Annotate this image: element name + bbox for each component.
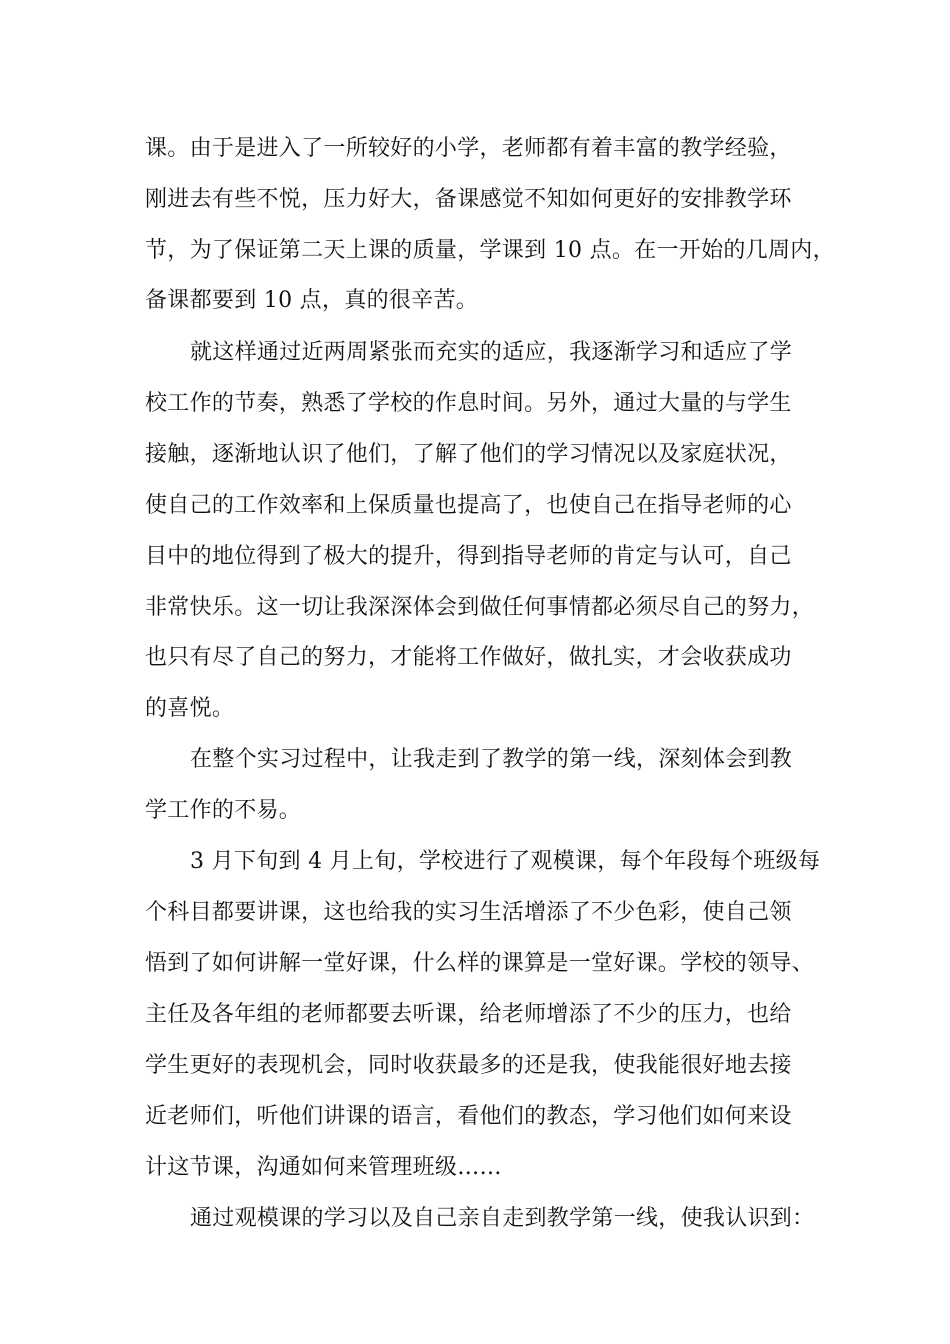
text-line-22: 通过观模课的学习以及自己亲自走到教学第一线，使我认识到： bbox=[190, 1206, 815, 1231]
text-line-7: 接触，逐渐地认识了他们，了解了他们的学习情况以及家庭状况， bbox=[145, 442, 792, 467]
text-line-8: 使自己的工作效率和上保质量也提高了，也使自己在指导老师的心 bbox=[145, 493, 792, 518]
text-line-18: 主任及各年组的老师都要去听课，给老师增添了不少的压力，也给 bbox=[145, 1002, 792, 1027]
text-line-1: 课。由于是进入了一所较好的小学，老师都有着丰富的教学经验， bbox=[145, 136, 792, 161]
text-line-16: 个科目都要讲课，这也给我的实习生活增添了不少色彩，使自己领 bbox=[145, 900, 792, 925]
text-line-2: 刚进去有些不悦，压力好大，备课感觉不知如何更好的安排教学环 bbox=[145, 187, 792, 212]
text-line-6: 校工作的节奏，熟悉了学校的作息时间。另外，通过大量的与学生 bbox=[145, 391, 792, 416]
text-line-19: 学生更好的表现机会，同时收获最多的还是我，使我能很好地去接 bbox=[145, 1053, 792, 1078]
text-line-4: 备课都要到 10 点，真的很辛苦。 bbox=[145, 288, 479, 313]
text-line-9: 目中的地位得到了极大的提升，得到指导老师的肯定与认可，自己 bbox=[145, 544, 792, 569]
text-line-20: 近老师们，听他们讲课的语言，看他们的教态，学习他们如何来设 bbox=[145, 1104, 792, 1129]
text-line-10: 非常快乐。这一切让我深深体会到做任何事情都必须尽自己的努力， bbox=[145, 595, 815, 620]
text-line-11: 也只有尽了自己的努力，才能将工作做好，做扎实，才会收获成功 bbox=[145, 645, 792, 670]
text-line-13: 在整个实习过程中，让我走到了教学的第一线，深刻体会到教 bbox=[190, 747, 793, 772]
text-line-5: 就这样通过近两周紧张而充实的适应，我逐渐学习和适应了学 bbox=[190, 340, 793, 365]
text-line-21: 计这节课，沟通如何来管理班级…… bbox=[145, 1155, 502, 1180]
text-line-14: 学工作的不易。 bbox=[145, 798, 302, 823]
text-line-15: 3 月下旬到 4 月上旬，学校进行了观模课，每个年段每个班级每 bbox=[190, 849, 821, 874]
text-line-3: 节，为了保证第二天上课的质量，学课到 10 点。在一开始的几周内， bbox=[145, 238, 835, 263]
text-line-17: 悟到了如何讲解一堂好课，什么样的课算是一堂好课。学校的领导、 bbox=[145, 951, 815, 976]
text-line-12: 的喜悦。 bbox=[145, 696, 235, 721]
